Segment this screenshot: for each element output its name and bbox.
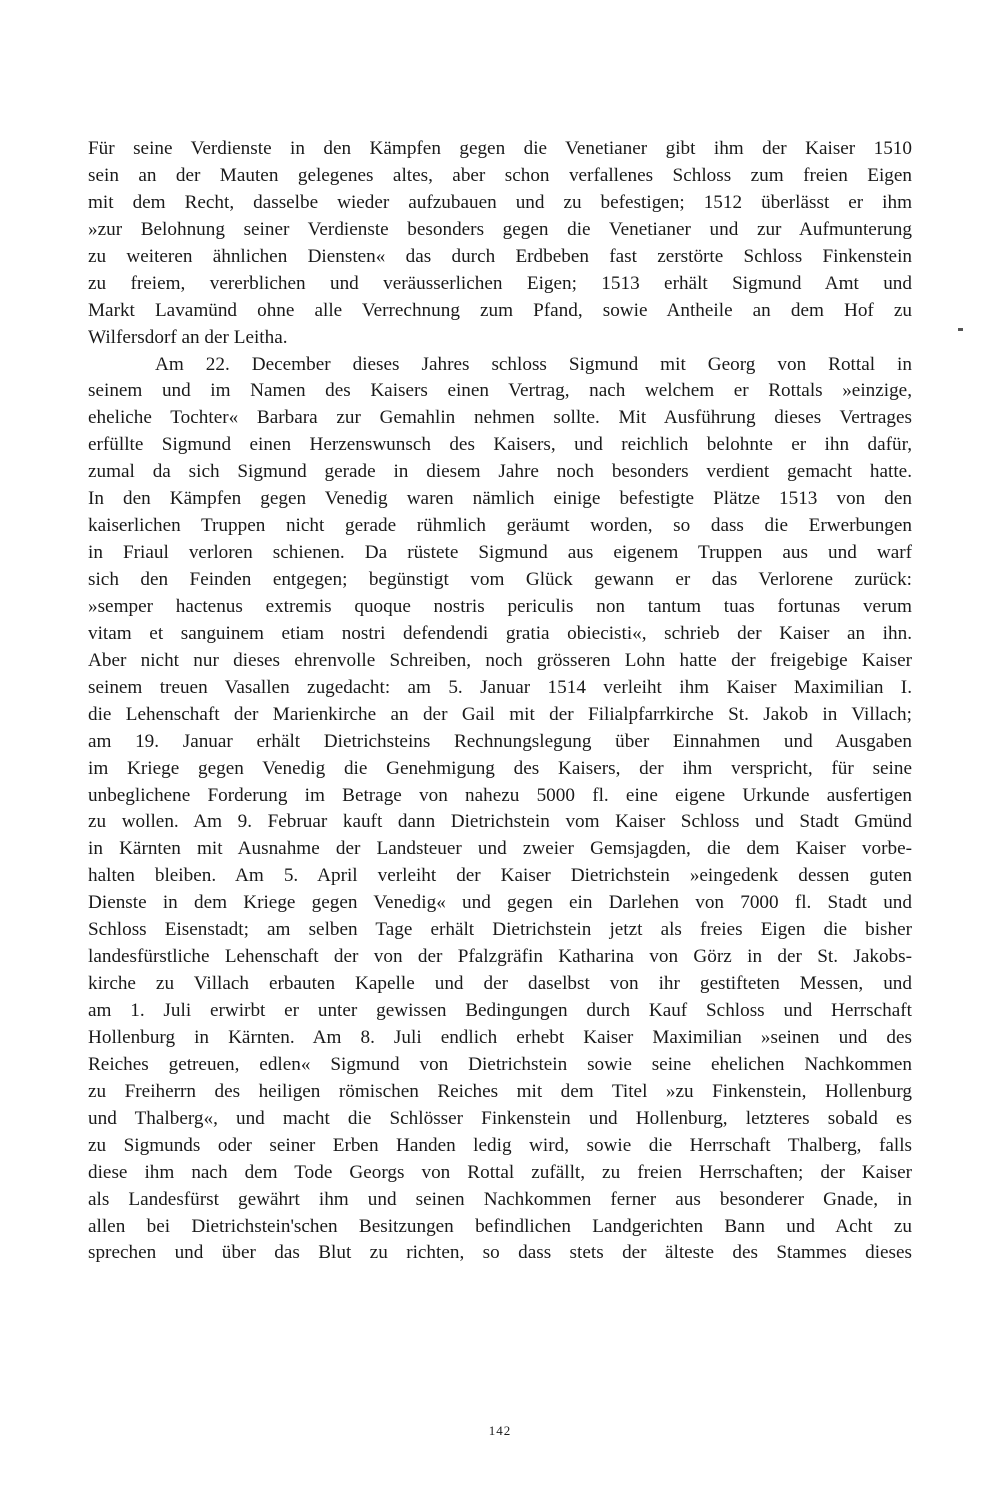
text-line: vitam et sanguinem etiam nostri defendendi gratia obiecisti«, schrieb der Kaiser an ihn.: [88, 622, 912, 644]
text-line: zu weiteren ähnlichen Diensten« das durch Erdbeben fast zerstörte Schloss Finkenstein: [88, 245, 912, 267]
text-line: Hollenburg in Kärnten. Am 8. Juli endlich erhebt Kaiser Maximilian »seinen und des: [88, 1026, 912, 1048]
text-line: sich den Feinden entgegen; begünstigt vom Glück gewann er das Verlorene zurück:: [88, 569, 912, 590]
text-line: und Thalberg«, und macht die Schlösser Finkenstein und Hollenburg, letzteres sobald es: [88, 1107, 912, 1129]
text-line: zu Sigmunds oder seiner Erben Handen ledig wird, sowie die Herrschaft Thalberg, falls: [88, 1134, 912, 1156]
text-line: kaiserlichen Truppen nicht gerade rühmlich geräumt worden, so dass die Erwerbungen: [88, 515, 912, 537]
text-line: erfüllte Sigmund einen Herzenswunsch des Kaisers, und reichlich belohnte er ihn dafür,: [88, 434, 912, 456]
body-text: [88, 136, 912, 1267]
text-line: halten bleiben. Am 5. April verleiht der Kaiser Dietrichstein »eingedenk dessen guten: [88, 865, 912, 887]
text-line: In den Kämpfen gegen Venedig waren nämlich einige befestigte Plätze 1513 von den: [88, 488, 912, 510]
text-line: zumal da sich Sigmund gerade in diesem Jahre noch besonders verdient gemacht hatte.: [88, 461, 912, 483]
text-line: am 19. Januar erhält Dietrichsteins Rechnungslegung über Einnahmen und Ausgaben: [88, 730, 912, 752]
text-line: seinem treuen Vasallen zugedacht: am 5. Januar 1514 verleiht ihm Kaiser Maximilian I.: [88, 676, 912, 698]
text-line: zu wollen. Am 9. Februar kauft dann Dietrichstein vom Kaiser Schloss und Stadt Gmünd: [88, 811, 912, 833]
text-line: die Lehenschaft der Marienkirche an der Gail mit der Filialpfarrkirche St. Jakob in Villach;: [88, 703, 912, 725]
text-line: am 1. Juli erwirbt er unter gewissen Bedingungen durch Kauf Schloss und Herrschaft: [88, 1000, 912, 1021]
text-line: diese ihm nach dem Tode Georgs von Rottal zufällt, zu freien Herrschaften; der Kaiser: [88, 1161, 912, 1183]
text-line: sein an der Mauten gelegenes altes, aber schon verfallenes Schloss zum freien Eigen: [88, 164, 912, 186]
text-line: in Friaul verloren schienen. Da rüstete Sigmund aus eigenem Truppen aus und warf: [88, 542, 912, 564]
text-line: als Landesfürst gewährt ihm und seinen Nachkommen ferner aus besonderer Gnade, in: [88, 1188, 912, 1210]
text-line: mit dem Recht, dasselbe wieder aufzubauen und zu befestigen; 1512 überlässt er ihm: [88, 191, 912, 213]
text-line: in Kärnten mit Ausnahme der Landsteuer und zweier Gemsjagden, die dem Kaiser vorbe-: [88, 838, 912, 860]
text-line: im Kriege gegen Venedig die Genehmigung des Kaisers, der ihm verspricht, für seine: [88, 757, 912, 779]
text-line: zu freiem, vererblichen und veräusserlichen Eigen; 1513 erhält Sigmund Amt und: [88, 272, 912, 294]
text-line: Dienste in dem Kriege gegen Venedig« und gegen ein Darlehen von 7000 fl. Stadt und: [88, 892, 912, 914]
page-number: 142: [488, 1423, 512, 1438]
text-line: sprechen und über das Blut zu richten, so dass stets der älteste des Stammes dieses: [88, 1242, 912, 1264]
text-line: landesfürstliche Lehenschaft der von der Pfalzgräfin Katharina von Görz in der St. Jakobs-: [88, 946, 912, 968]
text-line: Aber nicht nur dieses ehrenvolle Schreiben, noch grösseren Lohn hatte der freigebige Kaiser: [88, 649, 912, 671]
text-line: zu Freiherrn des heiligen römischen Reiches mit dem Titel »zu Finkenstein, Hollenburg: [88, 1080, 912, 1102]
text-line: Markt Lavamünd ohne alle Verrechnung zum Pfand, sowie Antheile an dem Hof zu: [88, 299, 912, 321]
text-line: Am 22. December dieses Jahres schloss Sigmund mit Georg von Rottal in: [155, 353, 912, 375]
text-line: seinem und im Namen des Kaisers einen Vertrag, nach welchem er Rottals »einzige,: [88, 380, 912, 402]
text-line: Reiches getreuen, edlen« Sigmund von Dietrichstein sowie seine ehelichen Nachkommen: [88, 1053, 912, 1075]
text-line: Wilfersdorf an der Leitha.: [88, 326, 288, 348]
margin-mark: [958, 328, 963, 331]
text-line: kirche zu Villach erbauten Kapelle und der daselbst von ihr gestifteten Messen, und: [88, 973, 912, 995]
text-line: Schloss Eisenstadt; am selben Tage erhält Dietrichstein jetzt als freies Eigen die bisher: [88, 919, 912, 941]
text-line: eheliche Tochter« Barbara zur Gemahlin nehmen sollte. Mit Ausführung dieses Vertrages: [88, 407, 912, 429]
text-line: Für seine Verdienste in den Kämpfen gegen die Venetianer gibt ihm der Kaiser 1510: [88, 138, 912, 159]
text-line: »semper hactenus extremis quoque nostris periculis non tantum tuas fortunas verum: [88, 595, 912, 617]
text-line: »zur Belohnung seiner Verdienste besonders gegen die Venetianer und zur Aufmunterung: [88, 218, 912, 240]
text-line: unbeglichene Forderung im Betrage von nahezu 5000 fl. eine eigene Urkunde ausfertigen: [88, 784, 912, 806]
text-line: allen bei Dietrichstein'schen Besitzungen befindlichen Landgerichten Bann und Acht zu: [88, 1215, 912, 1237]
